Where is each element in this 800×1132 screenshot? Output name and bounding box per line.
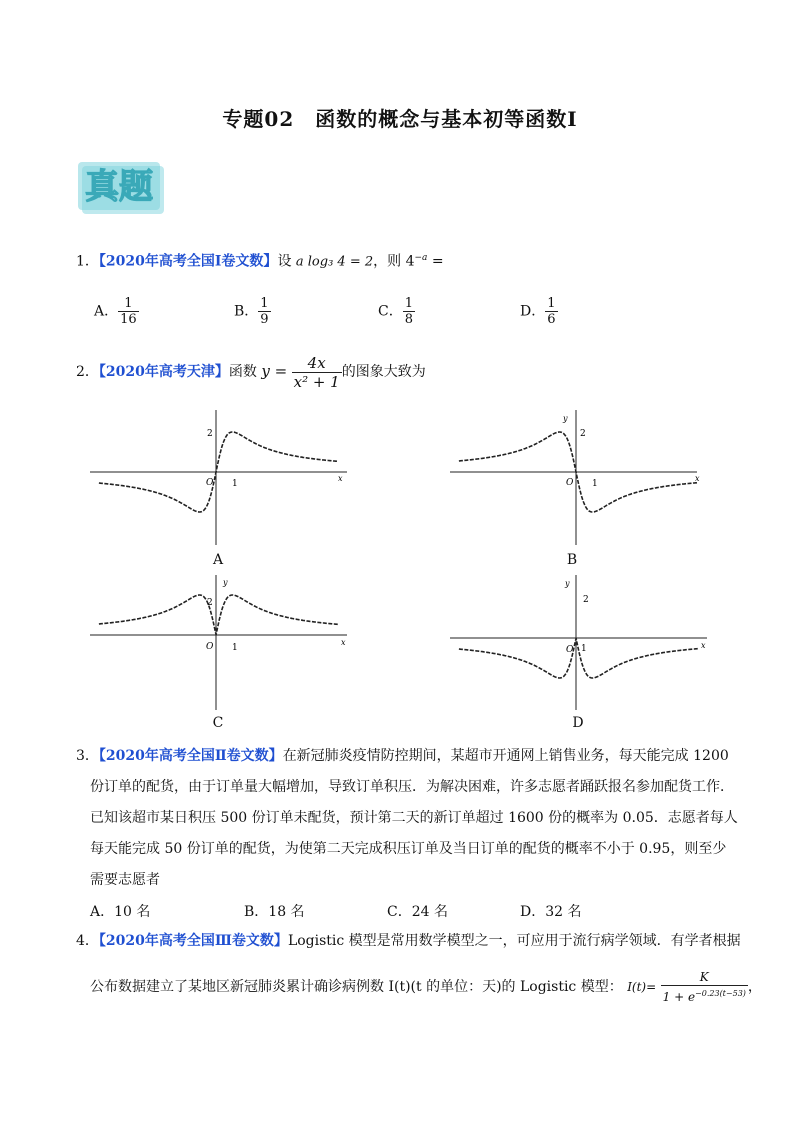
q3-option-a[interactable]: A．10 名 <box>90 904 151 920</box>
x-axis-label: x <box>701 641 706 650</box>
tick-y-label: 2 <box>207 598 213 608</box>
origin-label: O <box>206 478 214 488</box>
q1-stem-end: = <box>427 253 444 270</box>
graph-a[interactable] <box>85 405 355 550</box>
badge-text: 真题 <box>85 167 153 207</box>
q1-condition: a log₃ 4 = 2 <box>295 254 374 270</box>
zhenti-badge <box>78 160 168 218</box>
q1-number: 1． <box>76 253 99 270</box>
question-2 <box>76 349 426 394</box>
q4-line-1: Logistic 模型是常用数学模型之一，可应用于流行病学领域．有学者根据 <box>287 933 741 949</box>
origin-label: O <box>206 642 214 652</box>
q4-line-2: 公布数据建立了某地区新冠肺炎累计确诊病例数 I(t)(t 的单位：天)的 Logistic 模型： I(t)= $\frac{K}{1 + e^{-0.23(t-53)}}$ ， <box>90 969 762 1004</box>
tick-x-label: 1 <box>232 479 238 489</box>
graph-c-curve <box>99 595 338 635</box>
x-axis-label: x <box>341 638 346 647</box>
q1-stem-suffix: ，则 4 <box>373 253 415 270</box>
tick-y-label: 2 <box>580 429 586 439</box>
q3-line-3: 已知该超市某日积压 500 份订单未配货，预计第二天的新订单超过 1600 份的概率为 0.05．志愿者每人 <box>90 810 738 826</box>
option-fraction: $\frac{1}{16}$ <box>120 296 137 327</box>
q3-line-1: 3．【2020年高考全国Ⅱ卷文数】在新冠肺炎疫情防控期间，某超市开通网上销售业务，每天能完成 1200 <box>76 748 729 764</box>
q3-option-b[interactable]: B．18 名 <box>244 904 305 920</box>
tick-y-label: 2 <box>583 595 589 605</box>
q4-model-lhs: I(t)= <box>627 980 657 994</box>
graph-c[interactable] <box>85 570 355 715</box>
graph-d-label: D <box>572 715 584 731</box>
q2-stem-prefix: 函数 <box>228 364 257 380</box>
q2-number: 2． <box>76 364 99 380</box>
tick-x-label: 1 <box>232 643 238 653</box>
tick-x-label: 1 <box>581 644 587 654</box>
graph-d[interactable] <box>445 570 715 715</box>
option-fraction: $\frac{1}{8}$ <box>404 296 413 327</box>
q3-line-5: 需要志愿者 <box>90 872 160 888</box>
q4-source: 【2020年高考全国Ⅲ卷文数】 <box>98 933 288 949</box>
q2-fn-fraction: $\frac{4x}{\text{x² + 1}}$ <box>293 353 340 391</box>
origin-label: O <box>566 645 574 655</box>
q3-line-4: 每天能完成 50 份订单的配货，为使第二天完成积压订单及当日订单的配货的概率不小于 0.95，则至少 <box>90 841 727 857</box>
q1-option-d[interactable] <box>520 296 558 327</box>
option-label: A． <box>94 303 119 320</box>
graph-b-label: B <box>566 552 578 568</box>
q1-option-a[interactable] <box>94 296 139 327</box>
q1-option-c[interactable] <box>378 296 415 327</box>
q1-exponent: −a <box>414 253 428 263</box>
graph-d-curve <box>459 638 698 678</box>
option-fraction: $\frac{1}{9}$ <box>260 296 269 327</box>
origin-label: O <box>566 478 574 488</box>
x-axis-label: x <box>338 474 343 483</box>
q2-fn-lhs: y = <box>261 362 288 380</box>
graph-b[interactable] <box>445 405 715 550</box>
question-1 <box>76 248 444 273</box>
q2-stem-suffix: 的图象大致为 <box>341 364 426 380</box>
page-title: 专题02 函数的概念与基本初等函数Ⅰ <box>222 107 578 131</box>
x-axis-label: x <box>695 474 700 483</box>
y-axis-label: y <box>563 414 568 423</box>
question-4: 4．【2020年高考全国Ⅲ卷文数】Logistic 模型是常用数学模型之一，可应用于流行病学领域．有学者根据 <box>76 933 741 949</box>
q3-option-c[interactable]: C．24 名 <box>387 904 448 920</box>
option-label: B． <box>234 303 259 320</box>
q1-option-b[interactable] <box>234 296 271 327</box>
tick-y-label: 2 <box>207 429 213 439</box>
y-axis-label: y <box>565 579 570 588</box>
q3-line-2: 份订单的配货，由于订单量大幅增加，导致订单积压．为解决困难，许多志愿者踊跃报名参加配货工作． <box>90 779 734 795</box>
option-label: D． <box>520 303 546 320</box>
tick-x-label: 1 <box>592 479 598 489</box>
question-3 <box>76 741 756 896</box>
badge-graphic <box>78 160 168 218</box>
q3-source: 【2020年高考全国Ⅱ卷文数】 <box>98 748 283 764</box>
q1-source: 【2020年高考全国Ⅰ卷文数】 <box>98 253 278 270</box>
q3-option-d[interactable]: D．32 名 <box>520 904 582 920</box>
q2-source: 【2020年高考天津】 <box>98 364 229 380</box>
y-axis-label: y <box>223 578 228 587</box>
q4-model-fraction: $\frac{K}{1 + e^{-0.23(t-53)}}$ <box>662 969 746 1004</box>
option-fraction: $\frac{1}{6}$ <box>547 296 556 327</box>
q1-stem-prefix: 设 <box>277 253 292 270</box>
option-label: C． <box>378 303 403 320</box>
graph-c-label: C <box>212 715 224 731</box>
graph-a-label: A <box>212 552 224 568</box>
